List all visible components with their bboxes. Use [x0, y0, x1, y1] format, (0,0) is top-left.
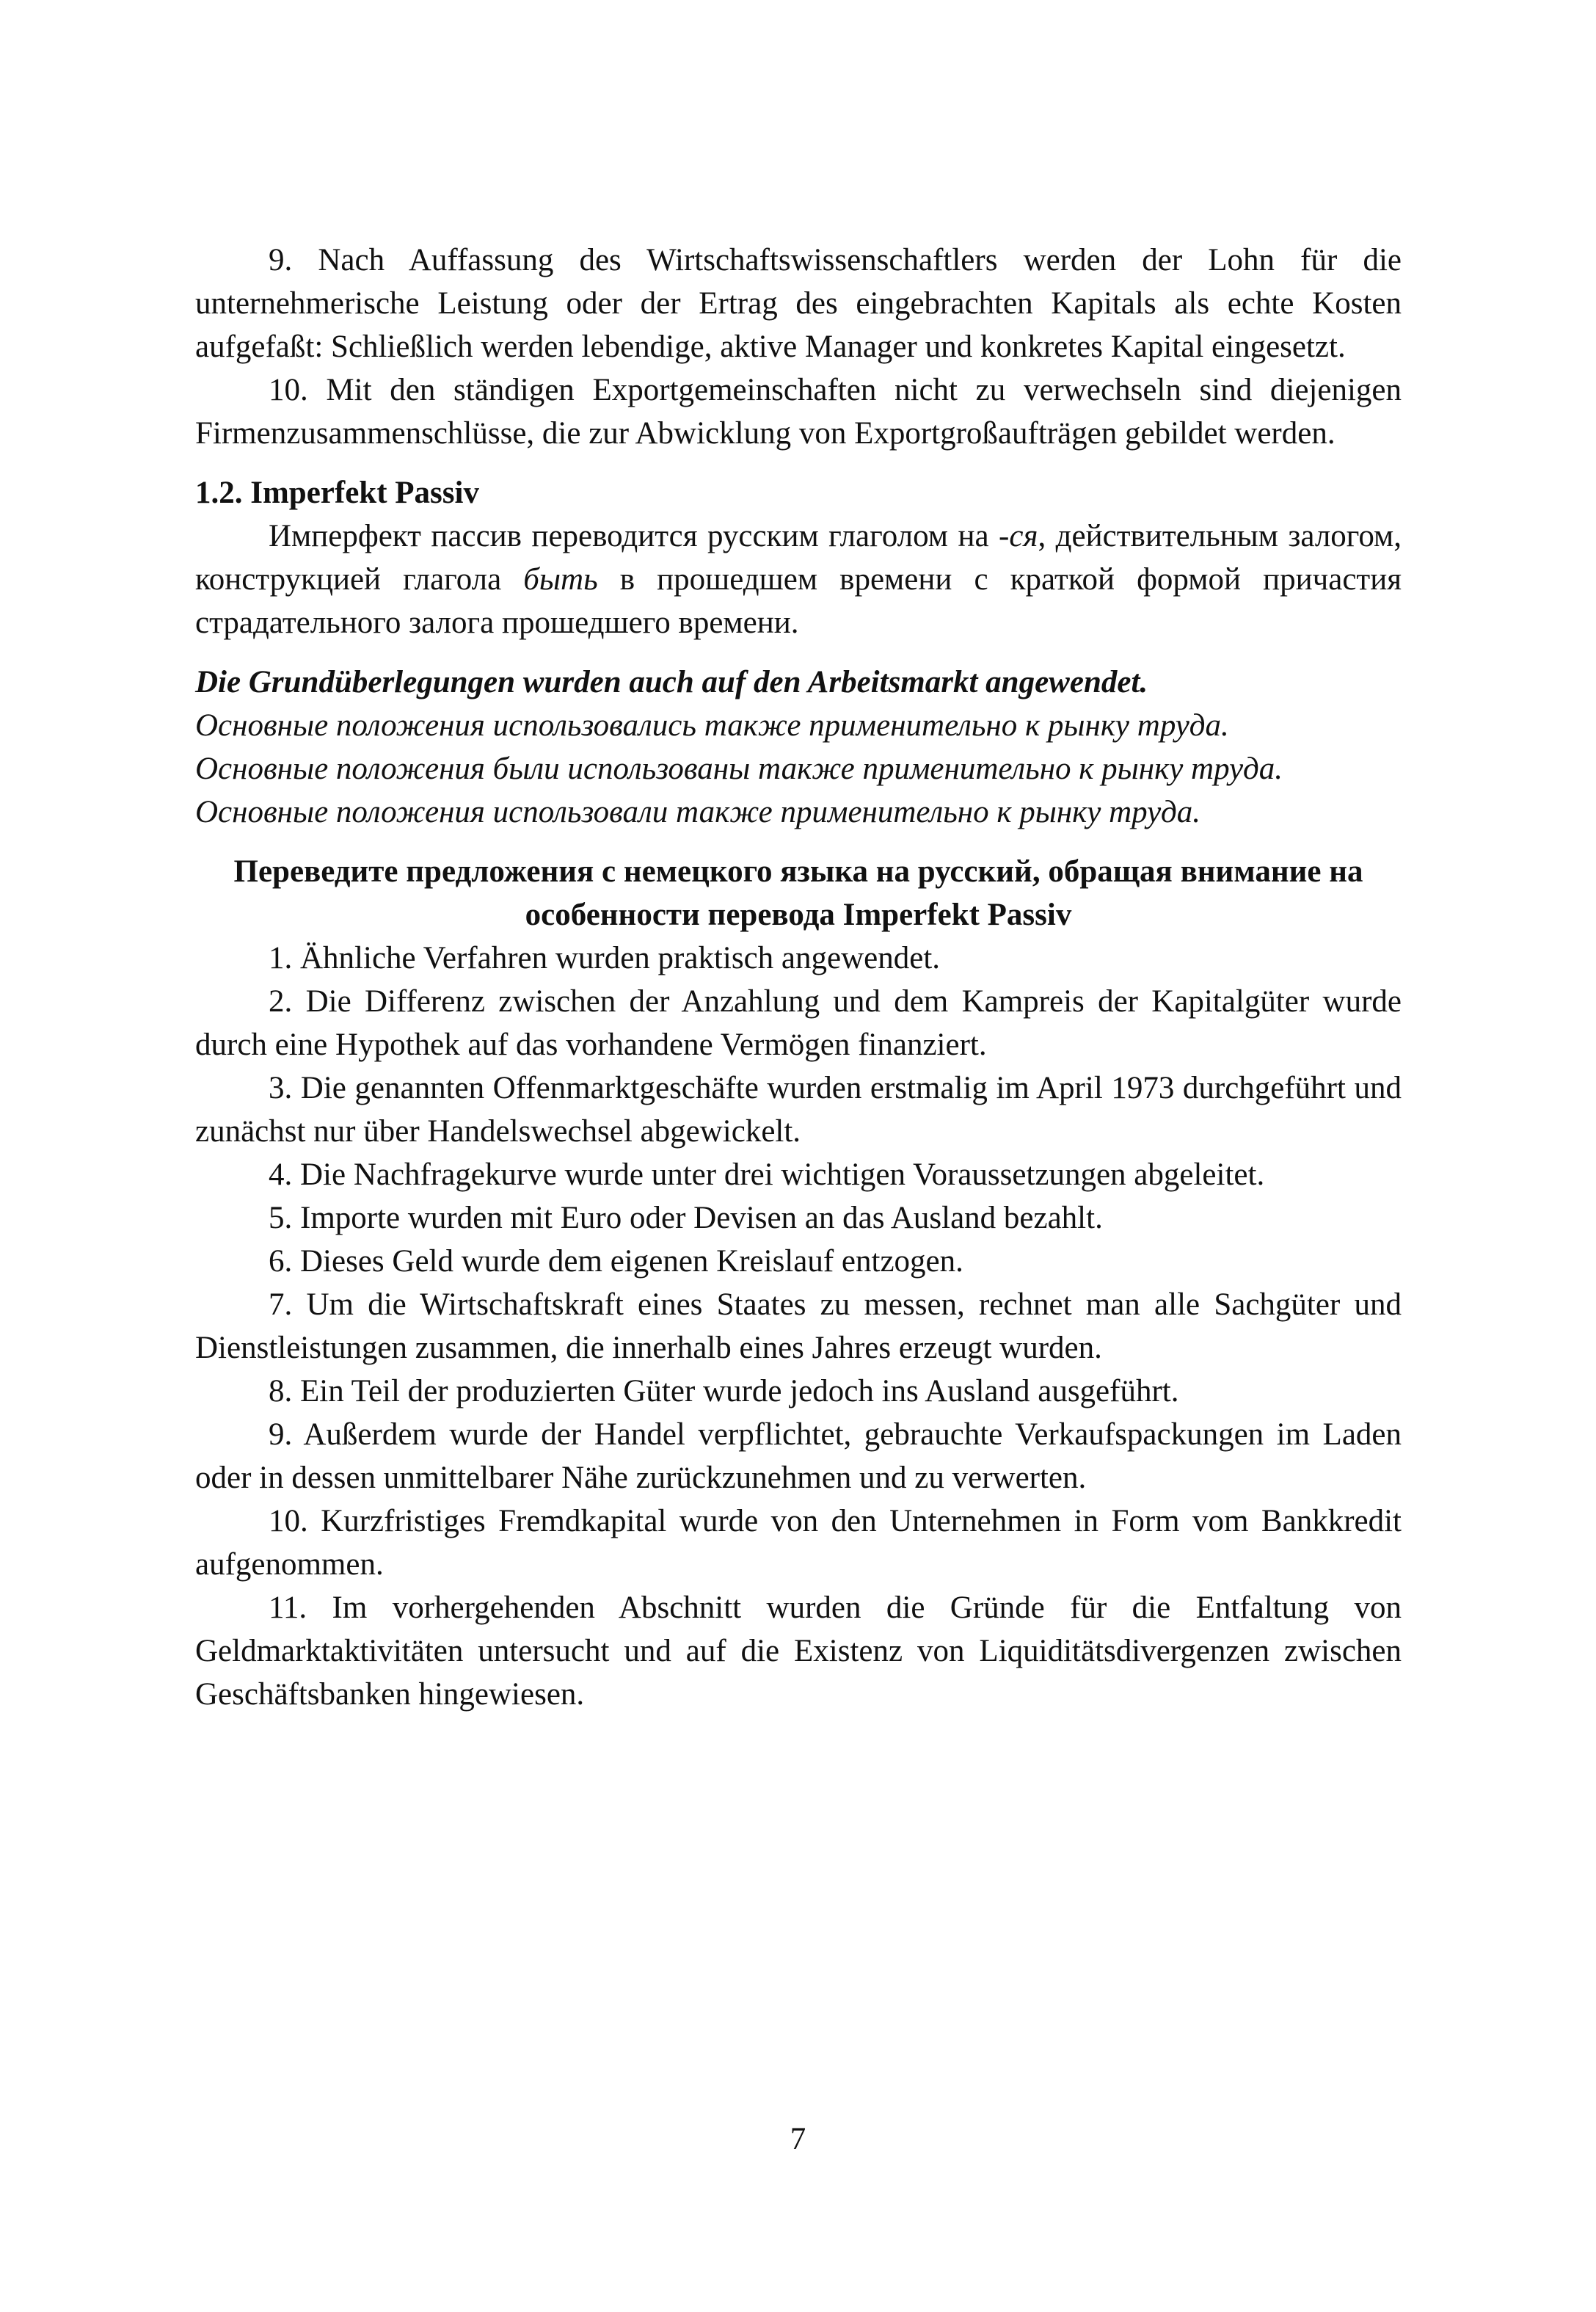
- intro-verb: быть: [523, 562, 598, 597]
- section-intro: [195, 515, 1402, 644]
- list-item: 4. Die Nachfragekurve wurde unter drei wichtigen Voraussetzungen abgeleitet.: [269, 1157, 1265, 1192]
- page-number: 7: [790, 2122, 806, 2156]
- list-item: 1. Ähnliche Verfahren wurden praktisch angewendet.: [269, 941, 941, 975]
- section-title: 1.2. Imperfekt Passiv: [195, 476, 479, 510]
- example-german: Die Grundüberlegungen wurden auch auf den Arbeitsmarkt angewendet.: [195, 665, 1148, 699]
- list-item: 11. Im vorhergehenden Abschnitt wurden die Gründe für die Entfaltung von Geldmarktaktivitäten untersucht und auf die Existenz von Liquiditätsdivergenzen zwischen Geschäftsbanken hingewiesen.: [195, 1591, 1402, 1712]
- list-item: 3. Die genannten Offenmarktgeschäfte wurden erstmalig im April 1973 durchgeführt und zunächst nur über Handelswechsel abgewickelt.: [195, 1071, 1402, 1149]
- example-russian-1: Основные положения использовались также применительно к рынку труда.: [195, 708, 1229, 743]
- example-russian-3: Основные положения использовали также применительно к рынку труда.: [195, 795, 1201, 829]
- exercise-list: [195, 937, 1402, 1716]
- list-item: 2. Die Differenz zwischen der Anzahlung und dem Kampreis der Kapitalgüter wurde durch eine Hypothek auf das vorhandene Vermögen finanziert.: [195, 984, 1402, 1062]
- list-item: 8. Ein Teil der produzierten Güter wurde jedoch ins Ausland ausgeführt.: [269, 1374, 1179, 1408]
- exercise-heading: Переведите предложения с немецкого языка на русский, обращая внимание на особенности перевода Imperfekt Passiv: [233, 854, 1363, 932]
- example-russian-2: Основные положения были использованы также применительно к рынку труда.: [195, 752, 1283, 786]
- intro-text: Имперфект пассив переводится русским глаголом на: [269, 519, 999, 553]
- list-item: 10. Mit den ständigen Exportgemeinschaften nicht zu verwechseln sind diejenigen Firmenzusammenschlüsse, die zur Abwicklung von Exportgroßaufträgen gebildet werden.: [195, 373, 1402, 451]
- intro-text: , действительным залогом, конструкцией глагола: [195, 519, 1402, 597]
- list-item: 9. Außerdem wurde der Handel verpflichtet, gebrauchte Verkaufspackungen im Laden oder in dessen unmittelbarer Nähe zurückzunehmen und zu verwerten.: [195, 1417, 1402, 1495]
- list-item: 6. Dieses Geld wurde dem eigenen Kreislauf entzogen.: [269, 1244, 963, 1279]
- list-item: 5. Importe wurden mit Euro oder Devisen an das Ausland bezahlt.: [269, 1201, 1103, 1235]
- intro-text: в прошедшем времени с краткой формой причастия страдательного залога прошедшего времени.: [195, 562, 1402, 640]
- list-item: 10. Kurzfristiges Fremdkapital wurde von den Unternehmen in Form vom Bankkredit aufgenommen.: [195, 1504, 1402, 1582]
- intro-suffix: -ся: [999, 519, 1038, 553]
- list-item: 9. Nach Auffassung des Wirtschaftswissenschaftlers werden der Lohn für die unternehmerische Leistung oder der Ertrag des eingebrachten Kapitals als echte Kosten aufgefaßt: Schließlich werden lebendige, aktive Manager und konkretes Kapital eingesetzt.: [195, 243, 1402, 364]
- continued-list: [195, 239, 1402, 455]
- page-body: [195, 239, 1402, 1716]
- example-block: [195, 661, 1402, 834]
- list-item: 7. Um die Wirtschaftskraft eines Staates zu messen, rechnet man alle Sachgüter und Dienstleistungen zusammen, die innerhalb eines Jahres erzeugt wurden.: [195, 1287, 1402, 1365]
